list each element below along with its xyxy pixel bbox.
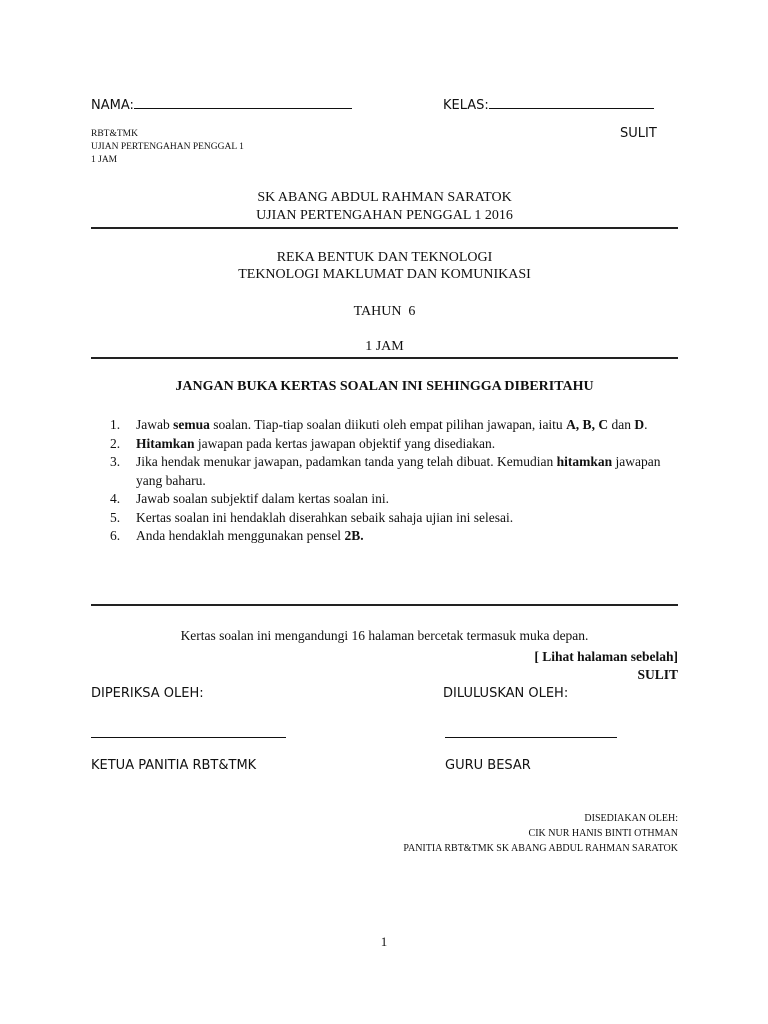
- instruction-text: [136, 454, 661, 488]
- next-page-note: [ Lihat halaman sebelah]: [534, 649, 678, 664]
- instruction-item: [110, 435, 680, 454]
- instruction-text: [136, 491, 389, 506]
- page-number: 1: [380, 934, 388, 949]
- name-label: NAMA:: [91, 98, 134, 113]
- duration: 1 JAM: [365, 339, 404, 354]
- instruction-item: [110, 509, 680, 528]
- paper-code: [91, 128, 244, 167]
- author-panel: PANITIA RBT&TMK SK ABANG ABDUL RAHMAN SARATOK: [403, 843, 678, 854]
- instruction-number: 3.: [110, 454, 121, 469]
- bold-term: D: [634, 417, 645, 432]
- text-run: Jawab: [136, 417, 174, 432]
- instruction-text: [136, 510, 513, 525]
- bold-term: semua: [173, 417, 210, 432]
- class-field: [443, 94, 654, 113]
- text-run: Kertas soalan ini hendaklah diserahkan sebaik sahaja ujian ini selesai.: [136, 509, 514, 525]
- subject-line-2: TEKNOLOGI MAKLUMAT DAN KOMUNIKASI: [238, 267, 531, 282]
- exam-name: UJIAN PERTENGAHAN PENGGAL 1 2016: [256, 208, 513, 223]
- instruction-number: 6.: [110, 528, 121, 543]
- instructions-list: [110, 416, 680, 546]
- author-name: CIK NUR HANIS BINTI OTHMAN: [528, 828, 678, 839]
- class-label: KELAS:: [443, 98, 489, 113]
- checker-title: KETUA PANITIA RBT&TMK: [91, 758, 257, 773]
- text-run: jawapan yang baharu.: [136, 454, 661, 488]
- school-name: SK ABANG ABDUL RAHMAN SARATOK: [257, 190, 512, 205]
- text-run: Anda hendaklah menggunakan pensel: [136, 528, 345, 543]
- instruction-number: 4.: [110, 491, 121, 506]
- approved-by-label: DILULUSKAN OLEH:: [443, 686, 569, 701]
- instruction-item: [110, 416, 680, 435]
- bold-term: 2B.: [344, 528, 364, 543]
- text-run: jawapan pada kertas jawapan objektif yang disediakan.: [194, 435, 496, 451]
- text-run: soalan. Tiap-tiap soalan diikuti oleh empat pilihan jawapan, iaitu: [209, 417, 567, 432]
- instruction-item: [110, 453, 680, 490]
- divider: [91, 604, 678, 606]
- code-line: RBT&TMK: [91, 129, 138, 139]
- subject-line-1: REKA BENTUK DAN TEKNOLOGI: [276, 250, 493, 265]
- prepared-by-label: DISEDIAKAN OLEH:: [584, 813, 678, 824]
- text-run: dan: [608, 417, 635, 432]
- instruction-text: [136, 528, 364, 543]
- code-line: UJIAN PERTENGAHAN PENGGAL 1: [91, 142, 244, 152]
- tahun: TAHUN 6: [353, 304, 416, 319]
- code-line: 1 JAM: [91, 155, 118, 165]
- bold-term: A, B, C: [566, 417, 609, 432]
- bold-term: Hitamkan: [136, 435, 195, 451]
- signature-line-checker: [91, 737, 286, 738]
- instruction-number: 5.: [110, 509, 121, 525]
- text-run: Jika hendak menukar jawapan, padamkan tanda yang telah dibuat. Kemudian: [136, 454, 557, 469]
- instruction-number: 1.: [110, 417, 121, 432]
- instruction-item: [110, 527, 680, 546]
- instruction-text: [136, 417, 647, 432]
- prepared-by-block: [403, 811, 678, 856]
- divider: [91, 357, 678, 359]
- divider: [91, 227, 678, 229]
- text-run: Jawab soalan subjektif dalam kertas soalan ini.: [136, 491, 390, 506]
- text-run: .: [644, 417, 648, 432]
- instruction-item: [110, 490, 680, 509]
- sulit-bottom: SULIT: [637, 667, 678, 682]
- name-blank: [134, 94, 352, 109]
- name-field: [91, 94, 352, 113]
- instruction-number: 2.: [110, 435, 121, 451]
- page-count-note: Kertas soalan ini mengandungi 16 halaman bercetak termasuk muka depan.: [180, 628, 589, 643]
- signature-line-approver: [445, 737, 617, 738]
- sulit-top: SULIT: [620, 126, 657, 141]
- class-blank: [489, 94, 654, 109]
- warning-heading: JANGAN BUKA KERTAS SOALAN INI SEHINGGA DIBERITAHU: [175, 379, 594, 394]
- approver-title: GURU BESAR: [445, 758, 531, 773]
- checked-by-label: DIPERIKSA OLEH:: [91, 686, 204, 701]
- instruction-text: [136, 436, 495, 451]
- bold-term: hitamkan: [556, 454, 613, 469]
